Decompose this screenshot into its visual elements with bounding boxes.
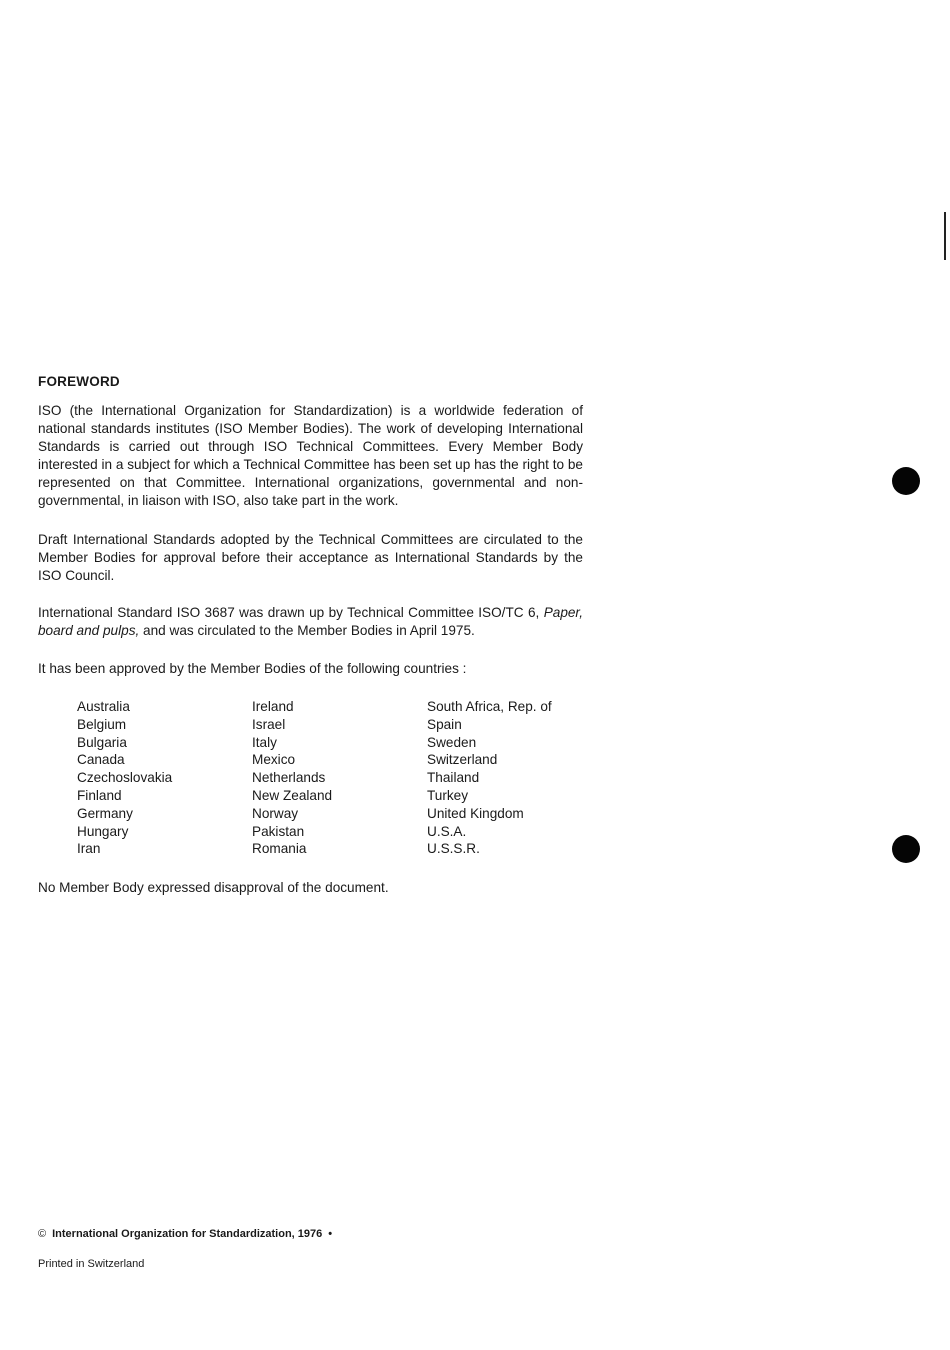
foreword-paragraph-1: ISO (the International Organization for Standardization) is a worldwide federation of national standards institutes (ISO Member Bodies). The work of developing International Standards is carried out through ISO Technical Committees. Every Member Body interested in a subject for which a Technical Committee has been set up has the right to be represented on that Committee. International organizations, governmental and non-governmental, in liaison with ISO, also take part in the work. [38,403,583,508]
country-item: Switzerland [427,752,498,768]
country-column-2 [252,698,332,858]
country-item: Finland [77,787,122,803]
country-item: Ireland [252,699,294,714]
country-item: Belgium [77,716,127,732]
printed-in: Printed in Switzerland [38,1258,145,1270]
country-item: South Africa, Rep. of [427,699,552,714]
country-item: Romania [252,841,307,857]
country-item: Czechoslovakia [77,770,173,786]
country-item: United Kingdom [427,805,524,821]
country-item: Sweden [427,734,477,750]
country-item: Italy [252,734,277,750]
country-item: Pakistan [252,823,305,839]
copyright-line [38,1228,332,1240]
country-item: Mexico [252,752,296,768]
country-item: Iran [77,841,101,857]
committee-title: Paper, board and pulps, [38,605,583,638]
country-item: Thailand [427,770,480,786]
country-item: U.S.A. [427,823,467,839]
country-item: Spain [427,716,462,732]
foreword-paragraph-2: Draft International Standards adopted by the Technical Committees are circulated to the Member Bodies for approval before their acceptance as International Standards by the ISO Council. [38,532,583,583]
country-item: Germany [77,805,133,821]
country-column-3 [427,698,552,858]
bullet-icon: • [328,1228,333,1240]
disapproval-statement: No Member Body expressed disapproval of the document. [38,880,389,895]
country-item: U.S.S.R. [427,841,480,857]
country-item: Netherlands [252,770,326,786]
copyright-text: International Organization for Standardization, 1976 [52,1228,323,1240]
country-item: Norway [252,805,299,821]
punch-hole-top [892,467,920,495]
foreword-heading: FOREWORD [38,374,120,389]
foreword-paragraph-standard [38,604,583,640]
approval-intro: It has been approved by the Member Bodies of the following countries : [38,661,467,676]
punch-hole-bottom [892,835,920,863]
country-item: Hungary [77,823,129,839]
country-item: New Zealand [252,787,333,803]
country-item: Israel [252,716,286,732]
country-item: Canada [77,752,125,768]
standard-text-after: and was circulated to the Member Bodies in April 1975. [139,623,475,638]
standard-text-before: International Standard ISO 3687 was drawn up by Technical Committee ISO/TC 6, [38,605,544,620]
country-item: Australia [77,699,130,714]
country-item: Bulgaria [77,734,127,750]
scan-edge-mark [944,212,946,260]
country-column-1 [77,698,172,858]
copyright-icon: © [38,1228,47,1240]
country-item: Turkey [427,787,469,803]
